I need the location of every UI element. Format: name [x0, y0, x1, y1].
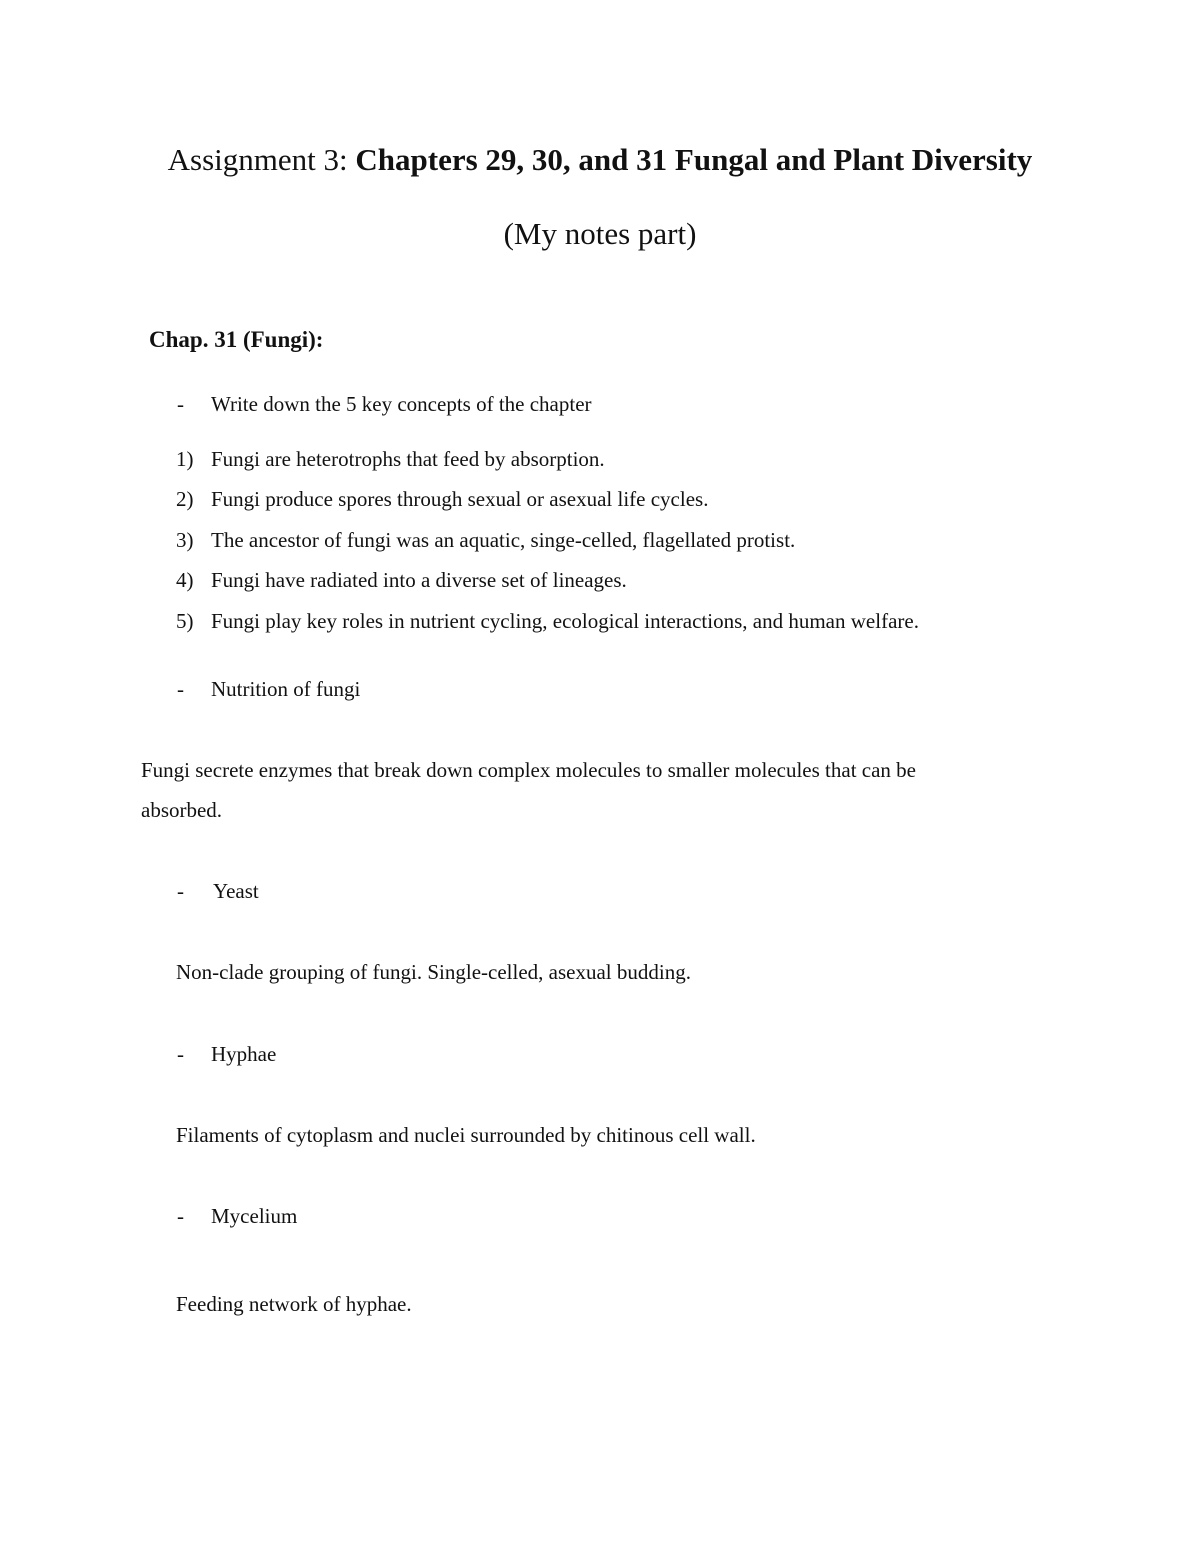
key-concepts-heading: Write down the 5 key concepts of the chapter — [211, 392, 592, 416]
hyphae-heading: Hyphae — [211, 1042, 277, 1066]
list-item-number: 3) — [176, 528, 194, 552]
nutrition-body-line2: absorbed. — [141, 798, 223, 822]
bullet-marker: - — [177, 1042, 184, 1066]
title-bold: Chapters 29, 30, and 31 Fungal and Plant Diversity — [355, 142, 1033, 177]
list-item: The ancestor of fungi was an aquatic, singe-celled, flagellated protist. — [211, 528, 796, 552]
yeast-heading: Yeast — [213, 879, 259, 903]
yeast-body: Non-clade grouping of fungi. Single-celled, asexual budding. — [176, 960, 691, 984]
list-item: Fungi are heterotrophs that feed by absorption. — [211, 447, 605, 471]
hyphae-body: Filaments of cytoplasm and nuclei surrounded by chitinous cell wall. — [176, 1123, 756, 1147]
list-item-number: 1) — [176, 447, 194, 471]
title-prefix: Assignment 3: — [167, 142, 356, 177]
list-item: Fungi produce spores through sexual or asexual life cycles. — [211, 487, 709, 511]
bullet-marker: - — [177, 879, 184, 903]
list-item: Fungi play key roles in nutrient cycling, ecological interactions, and human welfare. — [211, 609, 919, 633]
mycelium-heading: Mycelium — [211, 1204, 298, 1228]
bullet-marker: - — [177, 392, 184, 416]
mycelium-body: Feeding network of hyphae. — [176, 1292, 412, 1316]
list-item: Fungi have radiated into a diverse set of lineages. — [211, 568, 627, 592]
list-item-number: 2) — [176, 487, 194, 511]
bullet-marker: - — [177, 1204, 184, 1228]
bullet-marker: - — [177, 677, 184, 701]
document-subtitle: (My notes part) — [503, 216, 697, 251]
list-item-number: 5) — [176, 609, 194, 633]
nutrition-body-line1: Fungi secrete enzymes that break down complex molecules to smaller molecules that can be — [141, 758, 916, 782]
list-item-number: 4) — [176, 568, 194, 592]
document-title — [0, 140, 1200, 180]
nutrition-heading: Nutrition of fungi — [211, 677, 361, 701]
chapter-heading: Chap. 31 (Fungi): — [149, 327, 324, 352]
